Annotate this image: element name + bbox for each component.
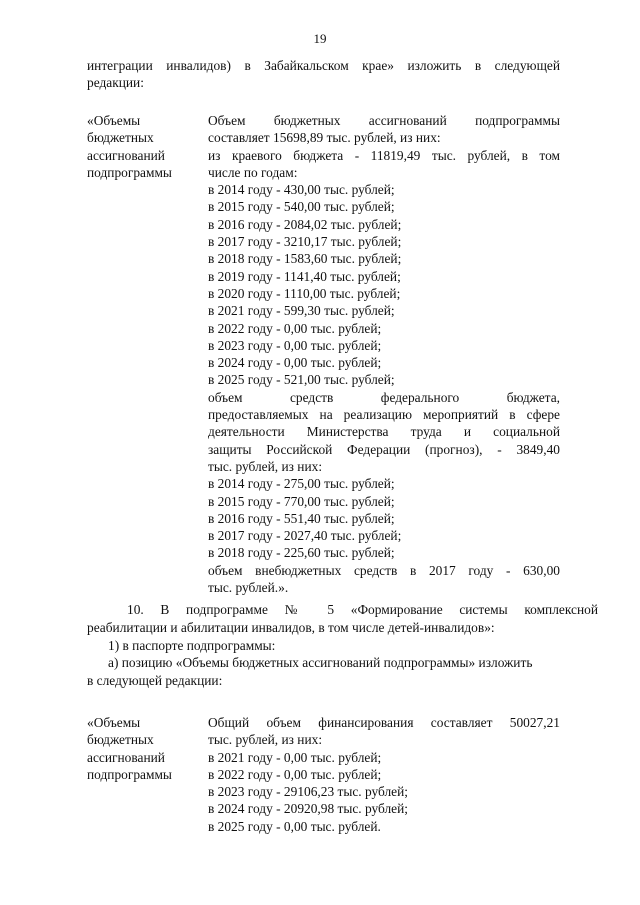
block2-label [87, 714, 172, 783]
label-line: ассигнований [87, 147, 165, 163]
intro-line-1: интеграции инвалидов) в Забайкальском крае» изложить в следующей [87, 58, 560, 73]
value-line: в 2014 году - 430,00 тыс. рублей; [208, 182, 395, 198]
value-line: деятельности Министерства труда и социальной [208, 424, 560, 440]
page-number: 19 [313, 31, 327, 46]
value-line: тыс. рублей, из них: [208, 458, 323, 474]
value-line: тыс. рублей.». [208, 580, 289, 596]
label-line: бюджетных [87, 130, 154, 146]
value-line: в 2016 году - 551,40 тыс. рублей; [208, 510, 395, 526]
value-line: в 2016 году - 2084,02 тыс. рублей; [208, 216, 402, 232]
value-line: в 2022 году - 0,00 тыс. рублей; [208, 320, 382, 336]
label-line: бюджетных [87, 732, 154, 748]
block2-value [208, 714, 560, 835]
value-line: в 2021 году - 599,30 тыс. рублей; [208, 303, 395, 319]
value-line: в 2023 году - 29106,23 тыс. рублей; [208, 784, 409, 800]
paragraph-10-line-3: 1) в паспорте подпрограммы: [108, 638, 276, 653]
value-line: в 2019 году - 1141,40 тыс. рублей; [208, 268, 401, 284]
value-line: Общий объем финансирования составляет 50027,21 [208, 715, 560, 730]
value-line: Объем бюджетных ассигнований подпрограммы [208, 113, 560, 128]
value-line: защиты Российской Федерации (прогноз), - 3849,40 [208, 441, 560, 457]
value-line: в 2015 году - 540,00 тыс. рублей; [208, 199, 395, 215]
value-line: в 2023 году - 0,00 тыс. рублей; [208, 337, 382, 353]
value-line: числе по годам: [208, 164, 298, 180]
value-line: в 2014 году - 275,00 тыс. рублей; [208, 476, 395, 492]
value-line: тыс. рублей, из них: [208, 732, 323, 748]
value-line: в 2017 году - 3210,17 тыс. рублей; [208, 234, 402, 250]
block1-label [87, 112, 172, 181]
value-line: предоставляемых на реализацию мероприятий в сфере [208, 407, 560, 423]
value-line: в 2020 году - 1110,00 тыс. рублей; [208, 285, 401, 301]
label-line: «Объемы [87, 715, 141, 730]
label-line: подпрограммы [87, 164, 172, 180]
value-line: в 2018 году - 225,60 тыс. рублей; [208, 545, 395, 561]
label-line: подпрограммы [87, 766, 172, 782]
value-line: из краевого бюджета - 11819,49 тыс. рублей, в том [208, 147, 560, 163]
intro-line-2: редакции: [87, 75, 144, 90]
value-line: в 2025 году - 0,00 тыс. рублей. [208, 818, 381, 834]
value-line: в 2024 году - 20920,98 тыс. рублей; [208, 801, 409, 817]
paragraph-10-line-1: 10. В подпрограмме № 5 «Формирование системы комплексной [127, 602, 598, 617]
value-line: в 2018 году - 1583,60 тыс. рублей; [208, 251, 402, 267]
value-line: в 2025 году - 521,00 тыс. рублей; [208, 372, 395, 388]
value-line: составляет 15698,89 тыс. рублей, из них: [208, 130, 441, 146]
value-line: в 2021 году - 0,00 тыс. рублей; [208, 749, 382, 765]
value-line: в 2022 году - 0,00 тыс. рублей; [208, 766, 382, 782]
block1-value [208, 112, 560, 596]
value-line: в 2017 году - 2027,40 тыс. рублей; [208, 528, 402, 544]
paragraph-10-line-4: а) позицию «Объемы бюджетных ассигнований подпрограммы» изложить [108, 655, 533, 670]
label-line: «Объемы [87, 113, 141, 128]
value-line: объем средств федерального бюджета, [208, 389, 560, 405]
label-line: ассигнований [87, 749, 165, 765]
value-line: объем внебюджетных средств в 2017 году - 630,00 [208, 562, 560, 578]
value-line: в 2024 году - 0,00 тыс. рублей; [208, 355, 382, 371]
value-line: в 2015 году - 770,00 тыс. рублей; [208, 493, 395, 509]
paragraph-10-line-5: в следующей редакции: [87, 673, 223, 688]
paragraph-10-line-2: реабилитации и абилитации инвалидов, в том числе детей-инвалидов»: [87, 620, 495, 635]
